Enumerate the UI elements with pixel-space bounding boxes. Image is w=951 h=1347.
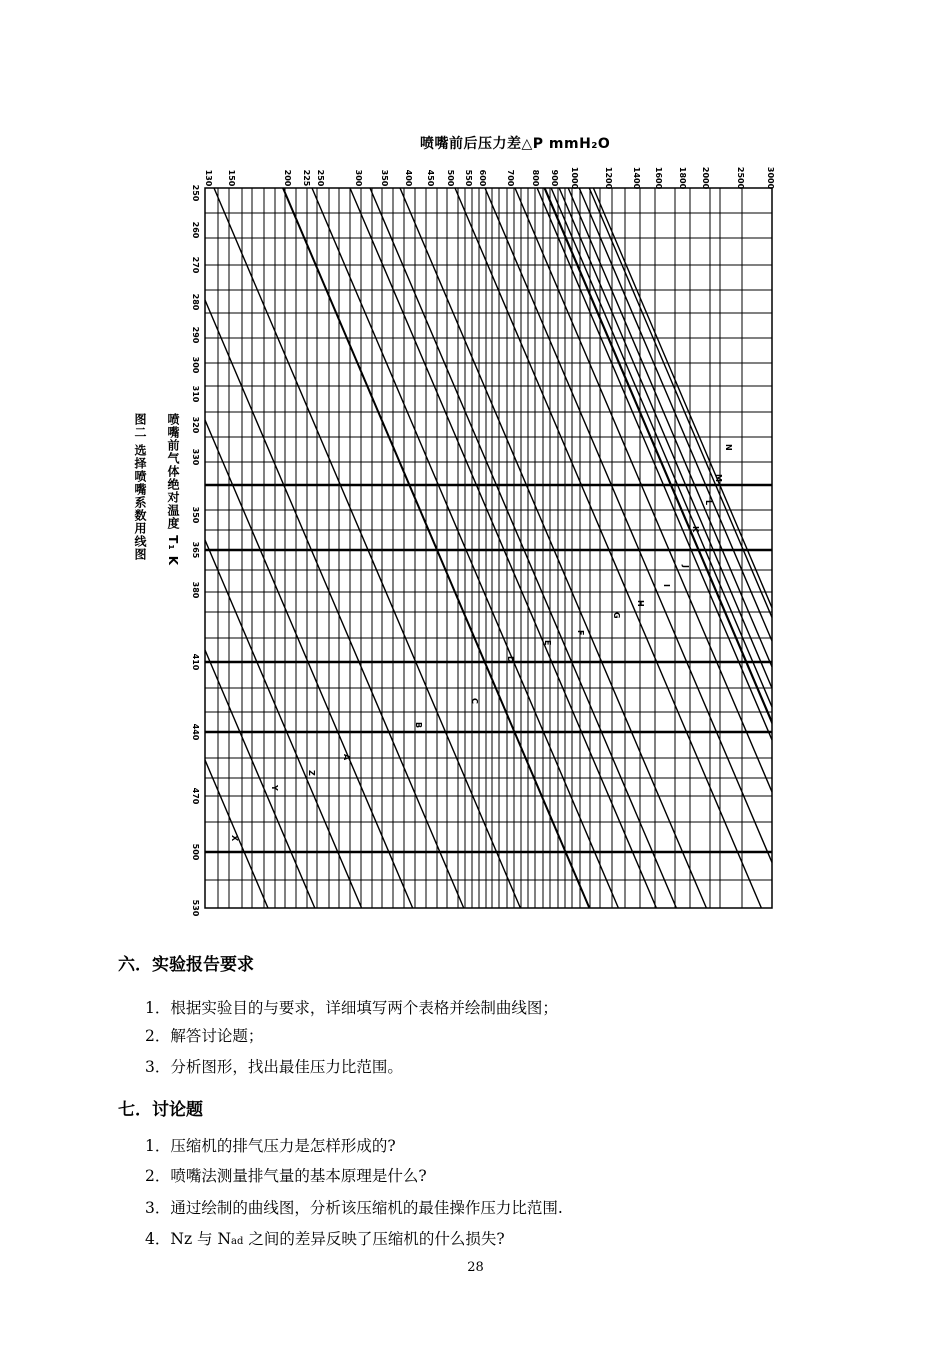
section7-item-3: 3．通过绘制的曲线图，分析该压缩机的最佳操作压力比范围. bbox=[145, 1199, 563, 1217]
left-tick-label: 280 bbox=[191, 293, 200, 311]
top-tick-label: 500 bbox=[446, 169, 455, 187]
diagonal-curve bbox=[205, 300, 464, 908]
diagonal-curve bbox=[455, 188, 761, 908]
curve-label: N bbox=[724, 444, 733, 451]
diagonal-curve bbox=[370, 188, 676, 908]
diagonal-curve bbox=[400, 188, 706, 908]
left-tick-label: 440 bbox=[191, 723, 200, 741]
curve-label: X bbox=[230, 835, 239, 842]
left-tick-label: 530 bbox=[191, 899, 200, 917]
top-tick-label: 600 bbox=[478, 169, 487, 187]
diagonal-curve bbox=[589, 188, 772, 617]
diagonal-curve bbox=[545, 188, 772, 721]
curve-label: B bbox=[414, 722, 423, 729]
left-tick-label: 310 bbox=[191, 385, 200, 403]
diagonal-curve bbox=[568, 188, 772, 667]
top-tick-label: 800 bbox=[531, 169, 540, 187]
section7-item-2: 2．喷嘴法测量排气量的基本原理是什么? bbox=[145, 1167, 427, 1185]
left-tick-label: 270 bbox=[191, 256, 200, 274]
top-tick-label: 130 bbox=[204, 169, 213, 187]
diagonal-curve bbox=[579, 188, 772, 641]
curve-label: E bbox=[543, 640, 552, 646]
curve-label: C bbox=[470, 698, 479, 704]
left-tick-label: 290 bbox=[191, 326, 200, 344]
top-tick-label: 350 bbox=[380, 169, 389, 187]
top-tick-label: 900 bbox=[550, 169, 559, 187]
left-tick-label: 250 bbox=[191, 184, 200, 202]
plot-frame bbox=[205, 188, 772, 908]
diagonal-curve bbox=[350, 188, 656, 908]
section7-heading: 七．讨论题 bbox=[118, 1100, 203, 1120]
diagonal-curve bbox=[593, 188, 772, 608]
section6-item-2: 2．解答讨论题； bbox=[145, 1027, 264, 1045]
diagonal-curve bbox=[544, 188, 772, 723]
section7-item-4: 4．Nz 与 Nad 之间的差异反映了压缩机的什么损失? bbox=[145, 1230, 505, 1248]
curve-label: I bbox=[662, 584, 671, 587]
curve-label: L bbox=[704, 500, 713, 506]
curve-label: M bbox=[714, 474, 723, 482]
top-tick-label: 1600 bbox=[654, 166, 663, 190]
top-tick-label: 200 bbox=[283, 169, 292, 187]
curve-label: F bbox=[576, 630, 585, 636]
top-tick-label: 300 bbox=[354, 169, 363, 187]
section6-item-3: 3．分析图形，找出最佳压力比范围。 bbox=[145, 1058, 403, 1076]
curve-label: J bbox=[681, 565, 690, 568]
curve-label: Y bbox=[270, 785, 279, 791]
top-tick-label: 450 bbox=[426, 169, 435, 187]
left-tick-label: 380 bbox=[191, 581, 200, 599]
top-tick-label: 250 bbox=[316, 169, 325, 187]
chart-title: 喷嘴前后压力差△P mmH₂O bbox=[420, 136, 611, 152]
top-tick-label: 2500 bbox=[736, 166, 745, 190]
top-tick-label: 2000 bbox=[701, 166, 710, 190]
page-number: 28 bbox=[467, 1260, 484, 1275]
left-tick-label: 260 bbox=[191, 221, 200, 239]
left-tick-label: 365 bbox=[191, 541, 200, 559]
section6-item-1: 1．根据实验目的与要求，详细填写两个表格并绘制曲线图； bbox=[145, 999, 558, 1017]
top-tick-label: 1000 bbox=[570, 166, 579, 190]
top-tick-label: 1200 bbox=[604, 166, 613, 190]
curve-label: G bbox=[612, 612, 621, 619]
top-tick-label: 3000 bbox=[766, 166, 775, 190]
left-tick-label: 410 bbox=[191, 653, 200, 671]
top-tick-label: 550 bbox=[464, 169, 473, 187]
left-tick-label: 500 bbox=[191, 843, 200, 861]
diagonal-curve bbox=[205, 760, 268, 908]
top-tick-label: 1800 bbox=[678, 166, 687, 190]
top-tick-label: 1400 bbox=[632, 166, 641, 190]
section7-item-1: 1．压缩机的排气压力是怎样形成的? bbox=[145, 1137, 396, 1155]
left-tick-label: 330 bbox=[191, 448, 200, 466]
left-tick-label: 320 bbox=[191, 416, 200, 434]
top-tick-label: 400 bbox=[404, 169, 413, 187]
figure-caption: 图二 选择喷嘴系数用线图 bbox=[133, 413, 147, 562]
curve-label: H bbox=[636, 600, 645, 607]
curve-label: K bbox=[691, 526, 700, 533]
top-tick-label: 225 bbox=[302, 169, 311, 187]
curve-label: A bbox=[342, 754, 351, 761]
top-tick-label: 700 bbox=[506, 169, 515, 187]
section6-heading: 六．实验报告要求 bbox=[118, 955, 254, 975]
top-tick-label: 150 bbox=[227, 169, 236, 187]
diagonal-curve bbox=[515, 188, 772, 792]
curve-label: D bbox=[506, 656, 515, 663]
y-axis-title: 喷嘴前气体绝对温度 T₁ K bbox=[166, 413, 180, 567]
left-tick-label: 350 bbox=[191, 506, 200, 524]
left-tick-label: 300 bbox=[191, 356, 200, 374]
curve-label: Z bbox=[307, 770, 316, 776]
diagonal-curve bbox=[205, 650, 315, 908]
left-tick-label: 470 bbox=[191, 787, 200, 805]
